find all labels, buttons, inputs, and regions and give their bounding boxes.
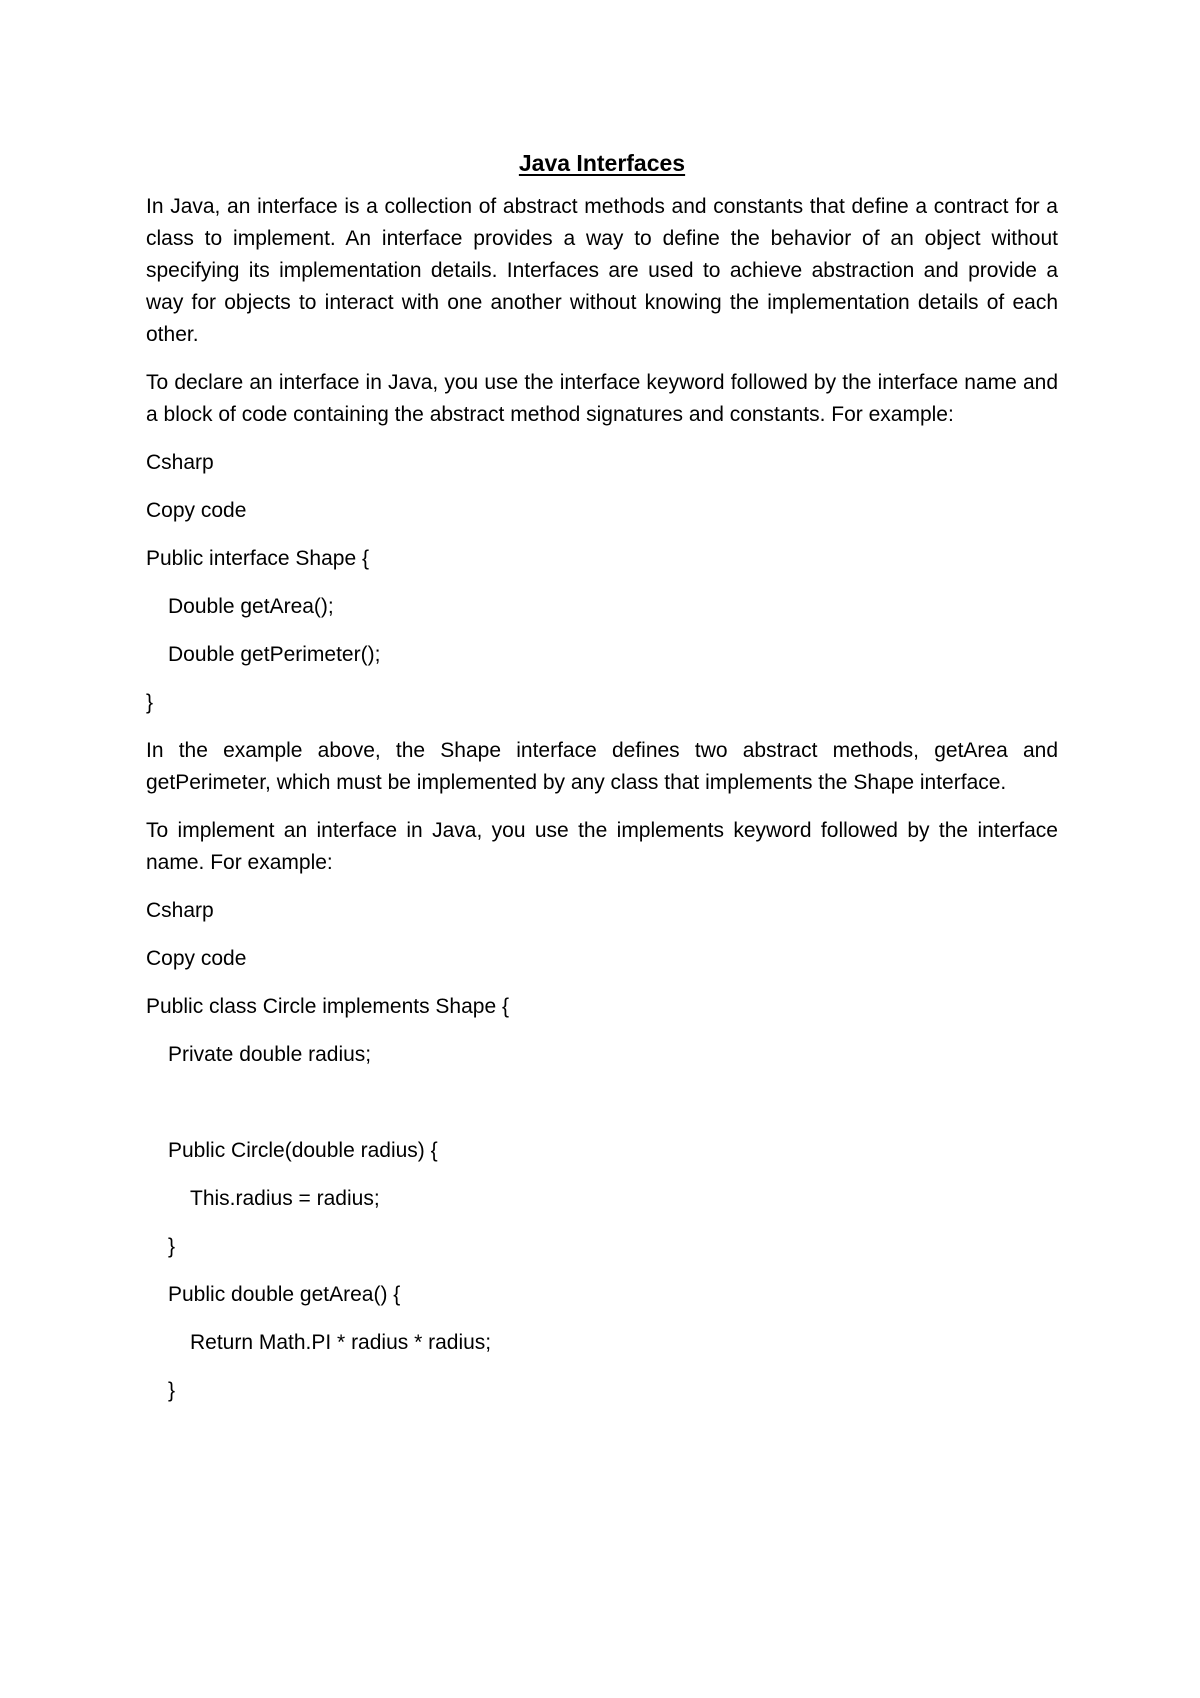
- code-line: Return Math.PI * radius * radius;: [190, 1331, 492, 1354]
- blank-line: [146, 1087, 1058, 1119]
- code-line: Private double radius;: [168, 1043, 372, 1066]
- document-title: Java Interfaces: [518, 150, 686, 176]
- code-line: Public interface Shape {: [146, 547, 369, 570]
- code-line: }: [168, 1379, 176, 1402]
- code-line: Public class Circle implements Shape {: [146, 995, 509, 1018]
- code-line: Public Circle(double radius) {: [168, 1139, 438, 1162]
- code-language-label: Csharp: [146, 451, 214, 474]
- copy-code-label: Copy code: [146, 499, 247, 522]
- code-line: This.radius = radius;: [190, 1187, 380, 1210]
- declare-paragraph: To declare an interface in Java, you use the interface keyword followed by the interface name and a block of code containing the abstract method signatures and constants. For example:: [146, 371, 1058, 426]
- code-line: }: [168, 1235, 176, 1258]
- intro-paragraph: In Java, an interface is a collection of abstract methods and constants that define a contract for a class to implement. An interface provides a way to define the behavior of an object without specifying its implementation details. Interfaces are used to achieve abstraction and provide a way for objects to interact with one another without knowing the implementation details of each other.: [146, 195, 1058, 346]
- copy-code-label: Copy code: [146, 947, 247, 970]
- code-line: }: [146, 691, 154, 714]
- implement-paragraph: To implement an interface in Java, you use the implements keyword followed by the interface name. For example:: [146, 819, 1058, 874]
- example-explanation-paragraph: In the example above, the Shape interface defines two abstract methods, getArea and getPerimeter, which must be implemented by any class that implements the Shape interface.: [146, 739, 1058, 794]
- code-line: Public double getArea() {: [168, 1283, 401, 1306]
- code-line: Double getPerimeter();: [168, 643, 381, 666]
- document-content: [146, 148, 1058, 1423]
- code-language-label: Csharp: [146, 899, 214, 922]
- code-line: Double getArea();: [168, 595, 334, 618]
